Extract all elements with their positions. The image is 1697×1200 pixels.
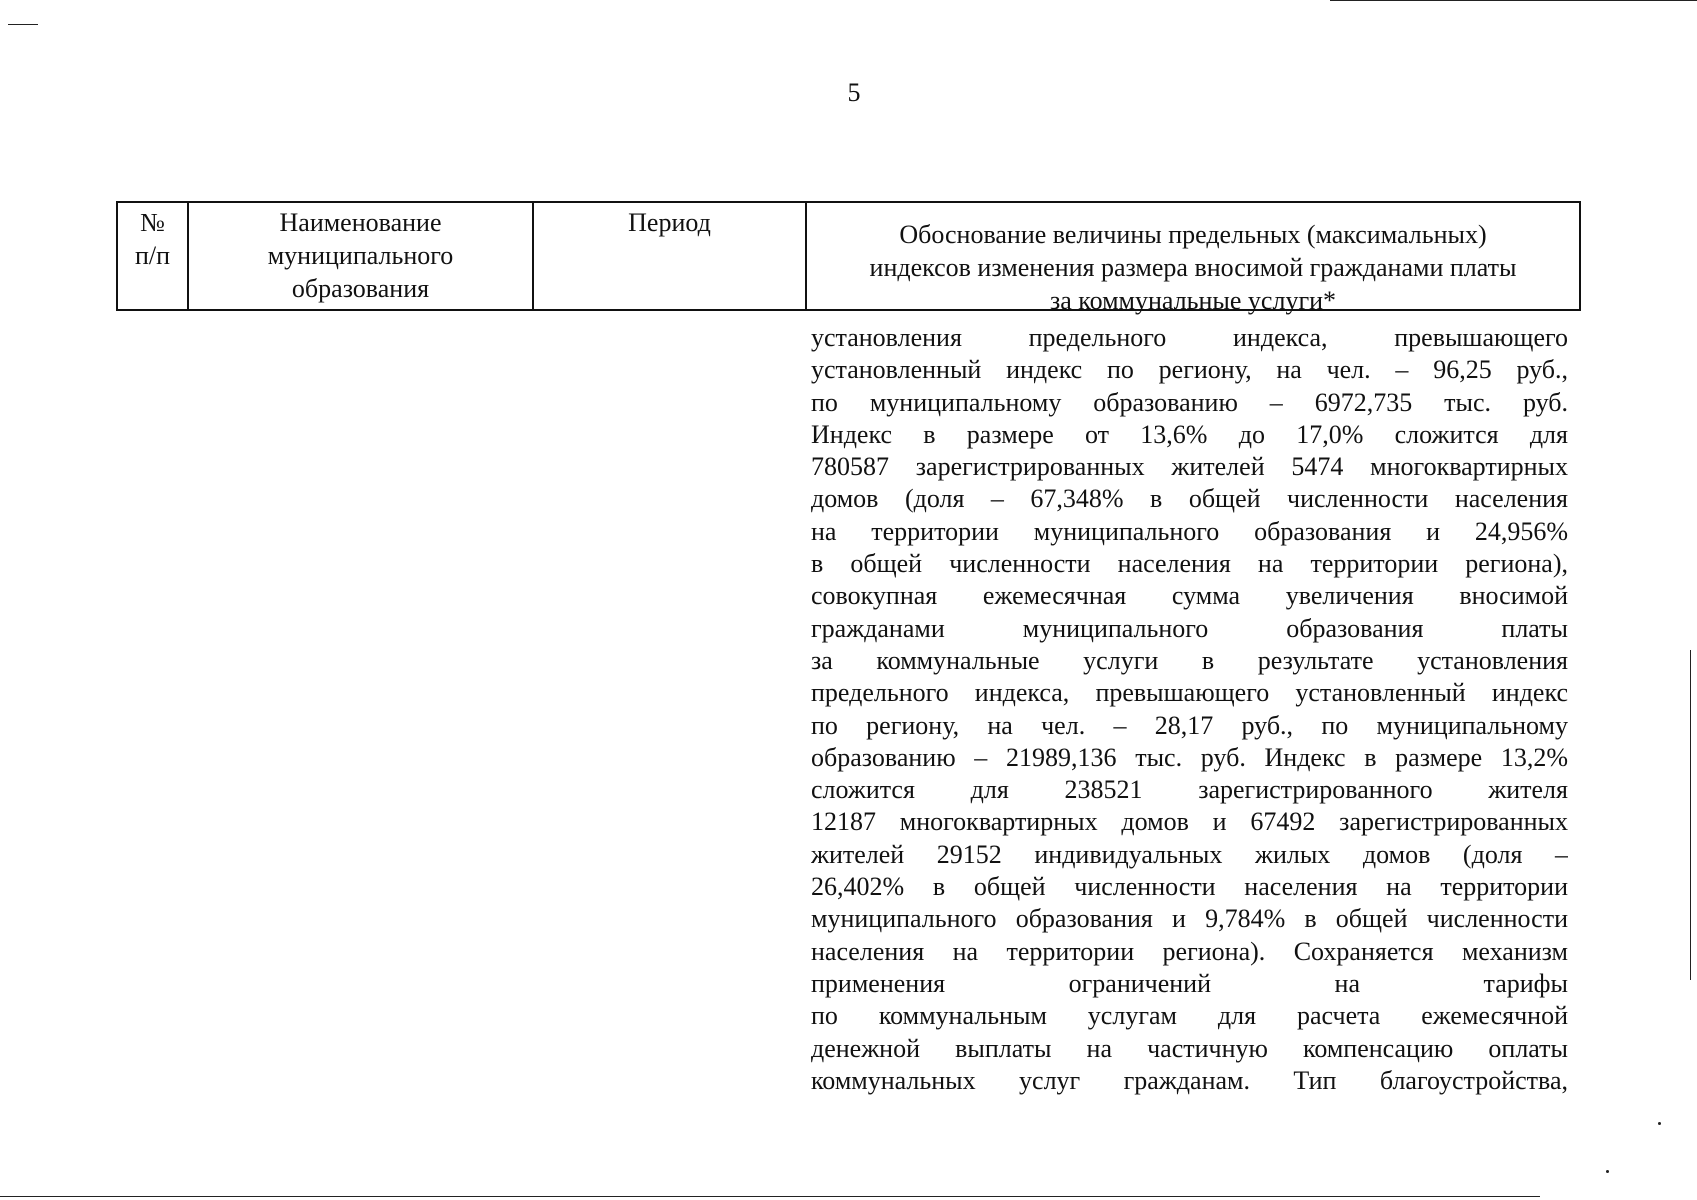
- text-line: образованию – 21989,136 тыс. руб. Индекс в размере 13,2%: [811, 742, 1568, 772]
- scan-speck: [1658, 1122, 1661, 1125]
- header-text: п/п: [134, 241, 171, 270]
- text-line: в общей численности населения на территории региона),: [811, 549, 1568, 579]
- text-line: за коммунальные услуги в результате установления: [811, 645, 1568, 675]
- text-line: по региону, на чел. – 28,17 руб., по муниципальному: [811, 710, 1568, 740]
- text-line: 26,402% в общей численности населения на территории: [811, 872, 1568, 902]
- text-line: 12187 многоквартирных домов и 67492 зарегистрированных: [811, 807, 1568, 837]
- text-line: Индекс в размере от 13,6% до 17,0% сложится для: [811, 419, 1568, 449]
- text-line: гражданами муниципального образования платы: [811, 613, 1568, 643]
- scan-speck: [1606, 1170, 1609, 1173]
- text-line: совокупная ежемесячная сумма увеличения вносимой: [811, 581, 1568, 611]
- header-text: Наименование: [279, 208, 442, 237]
- scan-edge-top-right: [1330, 0, 1697, 1]
- table-header: [116, 201, 1581, 315]
- text-line: предельного индекса, превышающего установленный индекс: [811, 678, 1568, 708]
- text-line: домов (доля – 67,348% в общей численности населения: [811, 484, 1568, 514]
- scan-edge-right: [1690, 650, 1691, 980]
- text-line: установленный индекс по региону, на чел. – 96,25 руб.,: [811, 355, 1568, 385]
- text-line: 780587 зарегистрированных жителей 5474 многоквартирных: [811, 452, 1568, 482]
- header-cell-justification: [807, 203, 1579, 315]
- text-line: на территории муниципального образования и 24,956%: [811, 516, 1568, 546]
- text-line: муниципального образования и 9,784% в общей численности: [811, 904, 1568, 934]
- text-line: населения на территории региона). Сохраняется механизм: [811, 936, 1568, 966]
- text-line: установления предельного индекса, превышающего: [811, 323, 1568, 352]
- header-text: образования: [291, 274, 430, 303]
- scan-edge-bottom: [0, 1196, 1540, 1197]
- header-text: Обоснование величины предельных (максимальных): [899, 220, 1487, 249]
- text-line: по коммунальным услугам для расчета ежемесячной: [811, 1001, 1568, 1031]
- header-text: №: [140, 208, 165, 237]
- header-text: муниципального: [267, 241, 454, 270]
- header-cell-number: [118, 203, 189, 309]
- text-line: коммунальных услуг гражданам. Тип благоустройства,: [811, 1065, 1568, 1095]
- scan-edge-top-left: [8, 24, 38, 25]
- header-cell-municipality: [189, 203, 534, 309]
- header-text: индексов изменения размера вносимой гражданами платы: [869, 253, 1517, 282]
- text-line: сложится для 238521 зарегистрированного жителя: [811, 775, 1568, 805]
- justification-text: [811, 322, 1568, 1097]
- header-text: за коммунальные услуги*: [1049, 286, 1337, 315]
- text-line: жителей 29152 индивидуальных жилых домов (доля –: [811, 839, 1568, 869]
- header-cell-period: [534, 203, 807, 309]
- text-line: применения ограничений на тарифы: [811, 968, 1568, 998]
- header-text: Период: [628, 208, 711, 237]
- text-line: по муниципальному образованию – 6972,735 тыс. руб.: [811, 387, 1568, 417]
- page-number: 5: [847, 78, 861, 107]
- text-line: денежной выплаты на частичную компенсацию оплаты: [811, 1033, 1568, 1063]
